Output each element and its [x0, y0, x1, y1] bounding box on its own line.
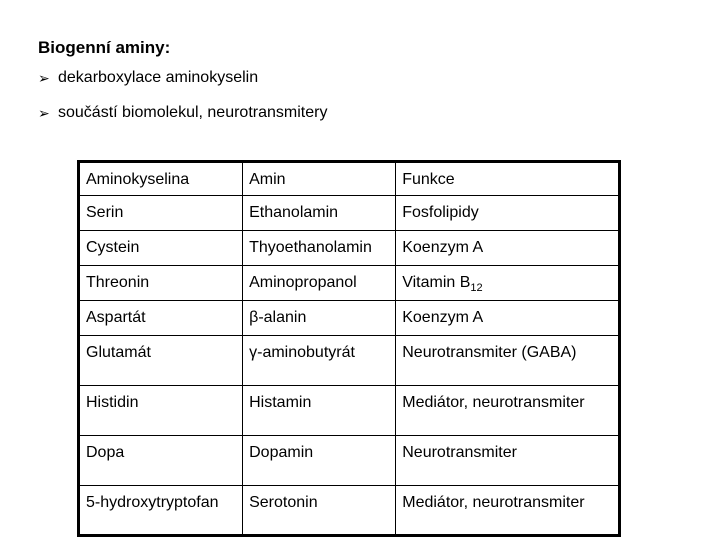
- bullet-text: dekarboxylace aminokyselin: [58, 69, 259, 86]
- table-cell: Aminopropanol: [243, 266, 396, 301]
- arrow-bullet-icon: ➢: [38, 104, 50, 121]
- table-cell: Serin: [79, 196, 243, 231]
- table-cell: Dopa: [79, 436, 243, 486]
- table-cell: [396, 266, 620, 301]
- header-cell-amin: Amin: [243, 162, 396, 196]
- table-row: [79, 486, 620, 536]
- table-cell: Mediátor, neurotransmiter: [396, 386, 620, 436]
- table-cell: Dopamin: [243, 436, 396, 486]
- table-cell: 5-hydroxytryptofan: [79, 486, 243, 536]
- table-header-row: [79, 162, 620, 196]
- bullet-text: součástí biomolekul, neurotransmitery: [58, 104, 328, 121]
- slide-title: Biogenní aminy:: [38, 38, 171, 57]
- table-cell: Thyoethanolamin: [243, 231, 396, 266]
- table-cell: Fosfolipidy: [396, 196, 620, 231]
- table-cell: Koenzym A: [396, 231, 620, 266]
- table-row: [79, 196, 620, 231]
- amines-table: [77, 160, 621, 537]
- bullet-item: [38, 104, 327, 122]
- table-row: [79, 301, 620, 336]
- table-cell: Ethanolamin: [243, 196, 396, 231]
- table-row: [79, 231, 620, 266]
- table-row: [79, 266, 620, 301]
- table-row: [79, 436, 620, 486]
- subscript: 12: [470, 282, 483, 295]
- cell-text: Vitamin B: [402, 274, 471, 291]
- table-cell: Aspartát: [79, 301, 243, 336]
- bullet-item: [38, 69, 258, 87]
- table-cell: Serotonin: [243, 486, 396, 536]
- table-cell: Histidin: [79, 386, 243, 436]
- table-cell: Mediátor, neurotransmiter: [396, 486, 620, 536]
- table-cell: γ-aminobutyrát: [243, 336, 396, 386]
- header-cell-funkce: Funkce: [396, 162, 620, 196]
- table-row: [79, 336, 620, 386]
- table-cell: β-alanin: [243, 301, 396, 336]
- arrow-bullet-icon: ➢: [38, 69, 50, 86]
- table-cell: Threonin: [79, 266, 243, 301]
- table-cell: Glutamát: [79, 336, 243, 386]
- table-row: [79, 386, 620, 436]
- table-cell: Cystein: [79, 231, 243, 266]
- table-cell: Histamin: [243, 386, 396, 436]
- table-cell: Neurotransmiter (GABA): [396, 336, 620, 386]
- table-cell: Koenzym A: [396, 301, 620, 336]
- table-cell: Neurotransmiter: [396, 436, 620, 486]
- header-cell-aminokyselina: Aminokyselina: [79, 162, 243, 196]
